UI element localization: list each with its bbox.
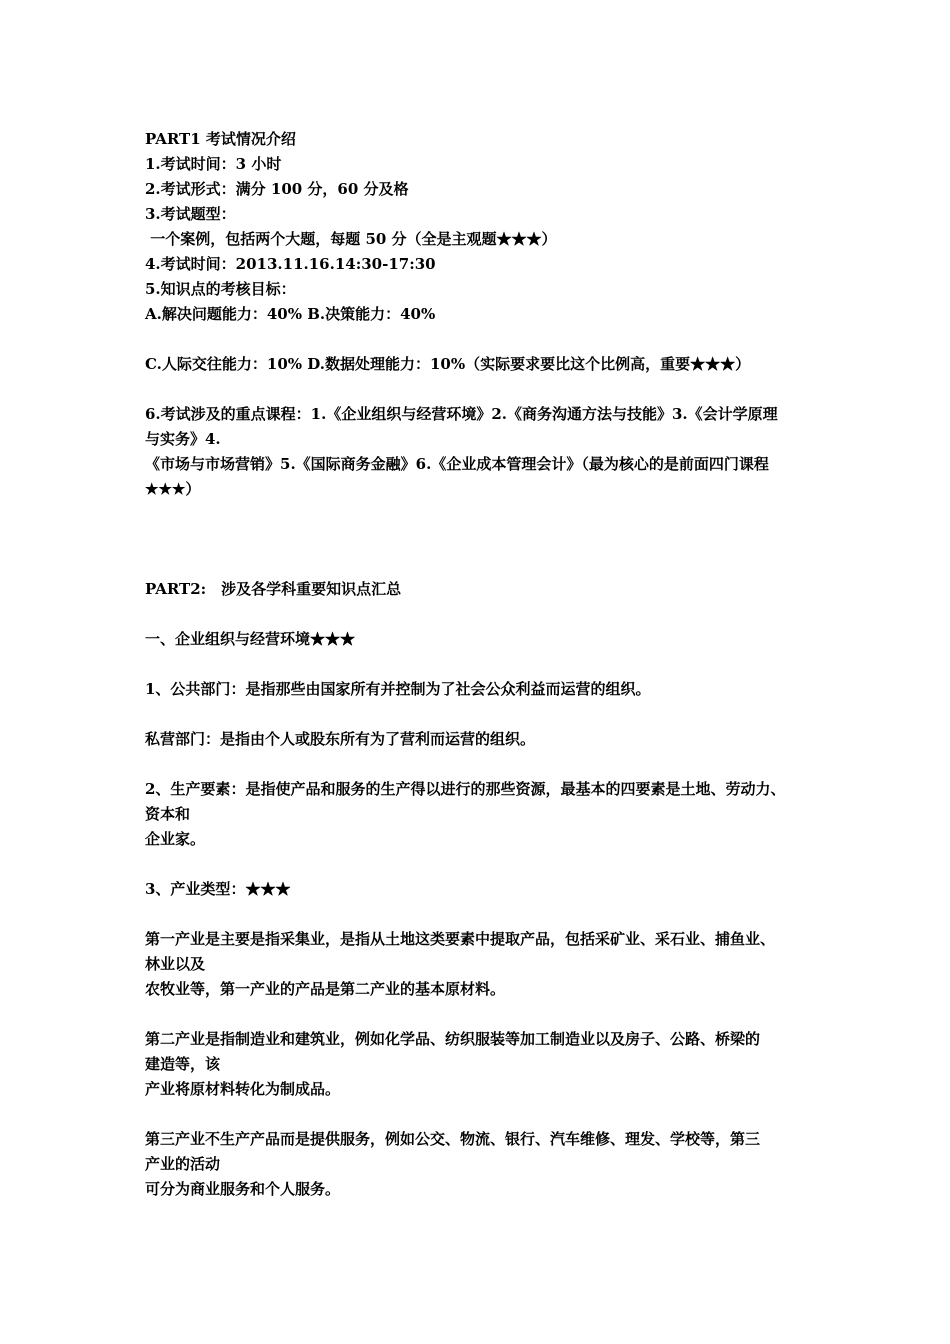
factors-of-production-line1: 2、生产要素：是指使产品和服务的生产得以进行的那些资源，最基本的四要素是土地、劳动力、 [145, 780, 786, 798]
exam-question-type: 3.考试题型： [145, 205, 236, 223]
exam-question-type-detail: 一个案例，包括两个大题，每题 50 分（全是主观题★★★） [145, 230, 557, 248]
document-body [145, 127, 835, 1202]
key-courses-line2: 与实务》4. [145, 430, 221, 448]
part1-heading: PART1 考试情况介绍 [145, 130, 296, 148]
secondary-industry-line3: 产业将原材料转化为制成品。 [145, 1080, 341, 1098]
secondary-industry-line1: 第二产业是指制造业和建筑业，例如化学品、纺织服装等加工制造业以及房子、公路、桥梁的 [145, 1030, 761, 1048]
spacer [145, 1002, 835, 1027]
tertiary-industry-line2: 产业的活动 [145, 1155, 221, 1173]
factors-of-production-line3: 企业家。 [145, 830, 206, 848]
secondary-industry-line2: 建造等，该 [145, 1055, 221, 1073]
spacer [145, 652, 835, 677]
part2-heading: PART2: 涉及各学科重要知识点汇总 [145, 580, 402, 598]
factors-of-production-line2: 资本和 [145, 805, 191, 823]
exam-date: 4.考试时间：2013.11.16.14:30-17:30 [145, 255, 436, 273]
spacer [145, 752, 835, 777]
assessment-goals-ab: A.解决问题能力：40% B.决策能力：40% [145, 305, 436, 323]
key-courses-line1: 6.考试涉及的重点课程：1.《企业组织与经营环境》2.《商务沟通方法与技能》3.《会计学原理 [145, 405, 778, 423]
primary-industry-line1: 第一产业是主要是指采集业，是指从土地这类要素中提取产品，包括采矿业、采石业、捕鱼业、 [145, 930, 776, 948]
spacer [145, 1102, 835, 1127]
key-courses-line3: 《市场与市场营销》5.《国际商务金融》6.《企业成本管理会计》（最为核心的是前面四门课程 [145, 455, 769, 473]
industry-types-heading: 3、产业类型：★★★ [145, 880, 291, 898]
primary-industry-line3: 农牧业等，第一产业的产品是第二产业的基本原材料。 [145, 980, 506, 998]
public-sector-paragraph: 1、公共部门：是指那些由国家所有并控制为了社会公众利益而运营的组织。 [145, 680, 651, 698]
spacer [145, 902, 835, 927]
assessment-goals-cd: C.人际交往能力：10% D.数据处理能力：10%（实际要求要比这个比例高，重要★★★） [145, 355, 751, 373]
assessment-goals: 5.知识点的考核目标： [145, 280, 296, 298]
spacer [145, 702, 835, 727]
spacer [145, 852, 835, 877]
key-courses-line4: ★★★） [145, 480, 201, 498]
exam-duration: 1.考试时间：3 小时 [145, 155, 282, 173]
section1-heading: 一、企业组织与经营环境★★★ [145, 630, 356, 648]
tertiary-industry-line1: 第三产业不生产产品而是提供服务，例如公交、物流、银行、汽车维修、理发、学校等，第三 [145, 1130, 761, 1148]
spacer [145, 602, 835, 627]
spacer [145, 327, 835, 352]
exam-format: 2.考试形式：满分 100 分，60 分及格 [145, 180, 409, 198]
spacer [145, 377, 835, 402]
private-sector-paragraph: 私营部门：是指由个人或股东所有为了营利而运营的组织。 [145, 730, 536, 748]
primary-industry-line2: 林业以及 [145, 955, 206, 973]
spacer [145, 502, 835, 577]
tertiary-industry-line3: 可分为商业服务和个人服务。 [145, 1180, 341, 1198]
